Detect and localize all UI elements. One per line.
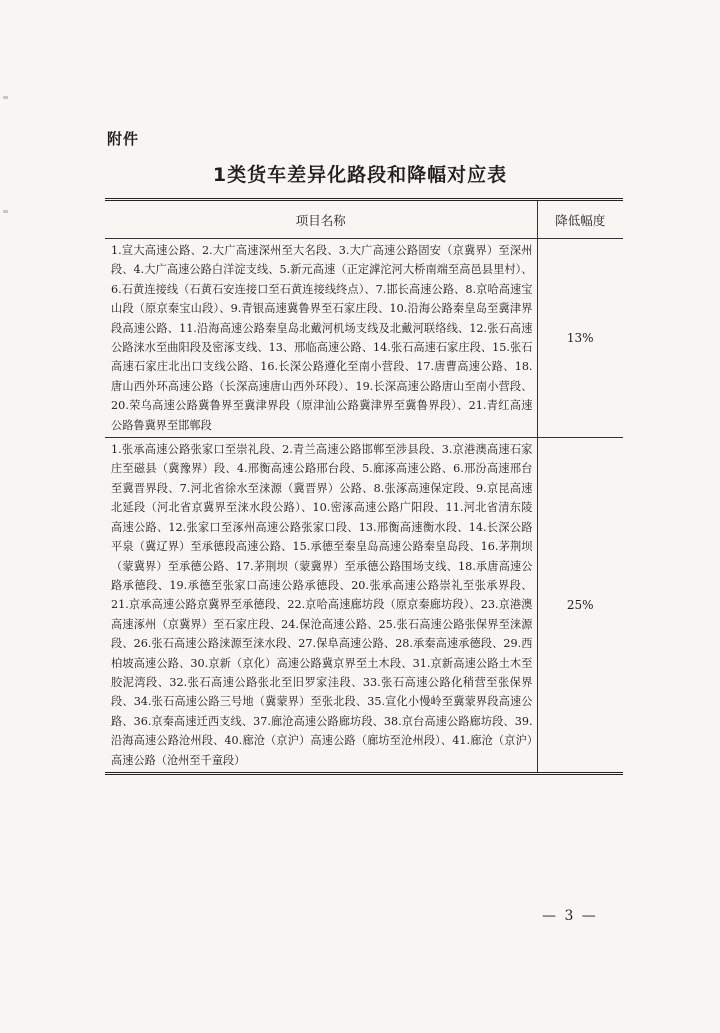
scan-artifact	[3, 96, 8, 99]
table-row	[105, 438, 623, 772]
page-number: — 3 —	[542, 908, 598, 924]
reduction-rate-cell: 13%	[537, 239, 623, 438]
attachment-label: 附件	[107, 130, 140, 148]
table-header-row	[105, 201, 623, 239]
project-list-cell: 1.张承高速公路张家口至崇礼段、2.青兰高速公路邯郸至涉县段、3.京港澳高速石家庄至磁县（冀豫界）段、4.邢衡高速公路邢台段、5.廊涿高速公路、6.邢汾高速邢台至冀晋界段、7.河北省徐水至涞源（冀晋界）公路、8.张涿高速保定段、9.京昆高速北延段（河北省京冀界至涞水段公路）、10.密涿高速公路广阳段、11.河北省清东陵高速公路、12.张家口至涿州高速公路张家口段、13.邢衡高速衡水段、14.长深公路平泉（冀辽界）至承德段高速公路、15.承德至秦皇岛高速公路秦皇岛段、16.茅荆坝（蒙冀界）至承德公路、17.茅荆坝（蒙冀界）至承德公路围场支线、18.承唐高速公路承德段、19.承德至张家口高速公路承德段、20.张承高速公路崇礼至张承界段、21.京承高速公路京冀界至承德段、22.京哈高速廊坊段（原京秦廊坊段）、23.京港澳高速涿州（京冀界）至石家庄段、24.保沧高速公路、25.张石高速公路张保界至涞源段、26.张石高速公路涞源至涞水段、27.保阜高速公路、28.承秦高速承德段、29.西柏坡高速公路、30.京新（京化）高速公路冀京界至土木段、31.京新高速公路土木至胶泥湾段、32.张石高速公路张北至旧罗家洼段、33.张石高速公路化稍营至张保界段、34.张石高速公路三号地（冀蒙界）至张北段、35.宣化小慢岭至冀蒙界段高速公路、36.京秦高速迁西支线、37.廊沧高速公路廊坊段、38.京台高速公路廊坊段、39.沿海高速公路沧州段、40.廊沧（京沪）高速公路（廊坊至沧州段）、41.廊沧（京沪）高速公路（沧州至千童段）	[105, 438, 537, 772]
project-list-cell: 1.宣大高速公路、2.大广高速深州至大名段、3.大广高速公路固安（京冀界）至深州段、4.大广高速公路白洋淀支线、5.新元高速（正定滹沱河大桥南端至高邑县里村）、6.石黄连接线（石黄石安连接口至石黄连接线终点）、7.邯长高速公路、8.京哈高速宝山段（原京秦宝山段）、9.青银高速冀鲁界至石家庄段、10.沿海公路秦皇岛至冀津界段高速公路、11.沿海高速公路秦皇岛北戴河机场支线及北戴河联络线、12.张石高速公路涞水至曲阳段及密涿支线、13、邢临高速公路、14.张石高速石家庄段、15.张石高速石家庄北出口支线公路、16.长深公路遵化至南小营段、17.唐曹高速公路、18.唐山西外环高速公路（长深高速唐山西外环段）、19.长深高速公路唐山至南小营段、20.荣乌高速公路冀鲁界至冀津界段（原津汕公路冀津界至冀鲁界段）、21.青红高速公路鲁冀界至邯郸段	[105, 239, 537, 438]
column-header-reduction-rate: 降低幅度	[537, 201, 623, 239]
reduction-rate-cell: 25%	[566, 598, 594, 613]
page-title: 1类货车差异化路段和降幅对应表	[212, 164, 508, 186]
scan-artifact	[3, 210, 8, 213]
table-row	[105, 239, 623, 438]
column-header-project-name: 项目名称	[105, 201, 537, 239]
rate-table	[105, 198, 623, 775]
